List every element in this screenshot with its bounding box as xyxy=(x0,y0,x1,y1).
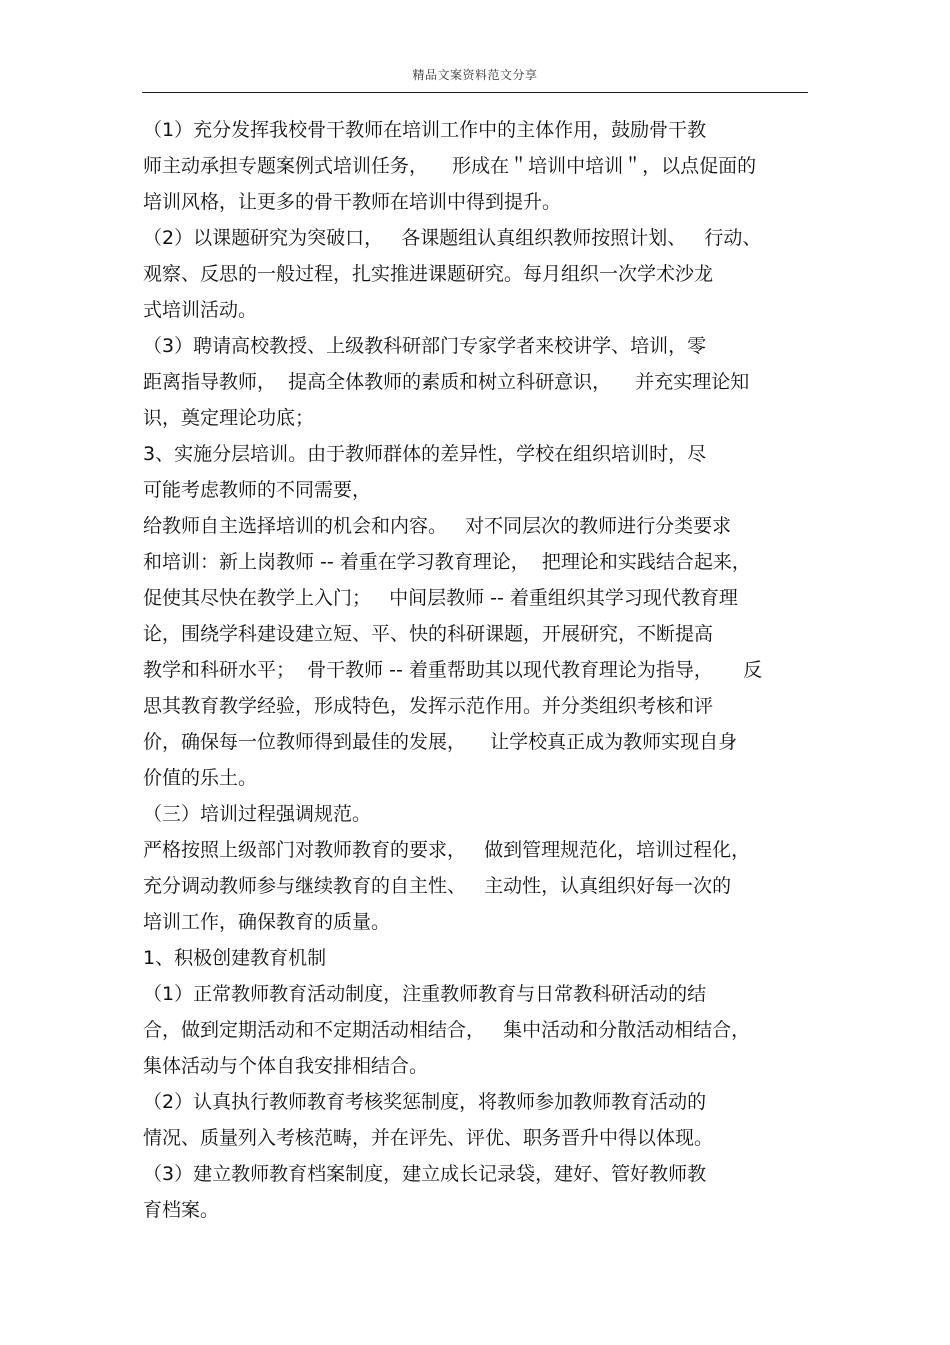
text-line: （3）聘请高校教授、上级教科研部门专家学者来校讲学、培训，零 xyxy=(143,335,707,357)
text-line: 育档案。 xyxy=(143,1199,220,1221)
text-line: 培训风格，让更多的骨干教师在培训中得到提升。 xyxy=(143,191,562,213)
text-line: 和培训：新上岗教师 -- 着重在学习教育理论， 把理论和实践结合起来， xyxy=(143,551,751,573)
text-line: （1）充分发挥我校骨干教师在培训工作中的主体作用，鼓励骨干教 xyxy=(143,119,707,141)
page-header-title: 精品文案资料范文分享 xyxy=(412,68,538,82)
text-line: 1、积极创建教育机制 xyxy=(143,947,327,969)
text-line: 促使其尽快在教学上入门； 中间层教师 -- 着重组织其学习现代教育理 xyxy=(143,587,738,609)
text-line: 给教师自主选择培训的机会和内容。 对不同层次的教师进行分类要求 xyxy=(143,515,732,537)
header-divider xyxy=(142,92,808,93)
text-line: 思其教育教学经验，形成特色，发挥示范作用。并分类组织考核和评 xyxy=(143,695,714,717)
text-line: 论，围绕学科建设建立短、平、快的科研课题，开展研究，不断提高 xyxy=(143,623,714,645)
text-line: （三）培训过程强调规范。 xyxy=(143,803,372,825)
text-line: 式培训活动。 xyxy=(143,299,258,321)
text-line: 价，确保每一位教师得到最佳的发展， 让学校真正成为教师实现自身 xyxy=(143,731,738,753)
text-line: 可能考虑教师的不同需要， xyxy=(143,479,372,501)
text-line: （3）建立教师教育档案制度，建立成长记录袋，建好、管好教师教 xyxy=(143,1163,707,1185)
text-line: 距离指导教师， 提高全体教师的素质和树立科研意识， 并充实理论知 xyxy=(143,371,750,393)
text-line: （2）认真执行教师教育考核奖惩制度，将教师参加教师教育活动的 xyxy=(143,1091,707,1113)
text-line: （1）正常教师教育活动制度，注重教师教育与日常教科研活动的结 xyxy=(143,983,707,1005)
text-line: 观察、反思的一般过程，扎实推进课题研究。每月组织一次学术沙龙 xyxy=(143,263,714,285)
text-line: 合，做到定期活动和不定期活动相结合， 集中活动和分散活动相结合， xyxy=(143,1019,751,1041)
text-line: 严格按照上级部门对教师教育的要求， 做到管理规范化，培训过程化， xyxy=(143,839,751,861)
text-line: 培训工作，确保教育的质量。 xyxy=(143,911,391,933)
text-line: 充分调动教师参与继续教育的自主性、 主动性，认真组织好每一次的 xyxy=(143,875,732,897)
text-line: 师主动承担专题案例式培训任务， 形成在＂培训中培训＂，以点促面的 xyxy=(143,155,757,177)
text-line: 3、实施分层培训。由于教师群体的差异性，学校在组织培训时，尽 xyxy=(143,443,707,465)
text-line: 识，奠定理论功底； xyxy=(143,407,315,429)
text-line: 集体活动与个体自我安排相结合。 xyxy=(143,1055,429,1077)
text-line: （2）以课题研究为突破口， 各课题组认真组织教师按照计划、 行动、 xyxy=(143,227,762,249)
text-line: 情况、质量列入考核范畴，并在评先、评优、职务晋升中得以体现。 xyxy=(143,1127,714,1149)
text-line: 教学和科研水平； 骨干教师 -- 着重帮助其以现代教育理论为指导， 反 xyxy=(143,659,763,681)
text-line: 价值的乐土。 xyxy=(143,767,258,789)
